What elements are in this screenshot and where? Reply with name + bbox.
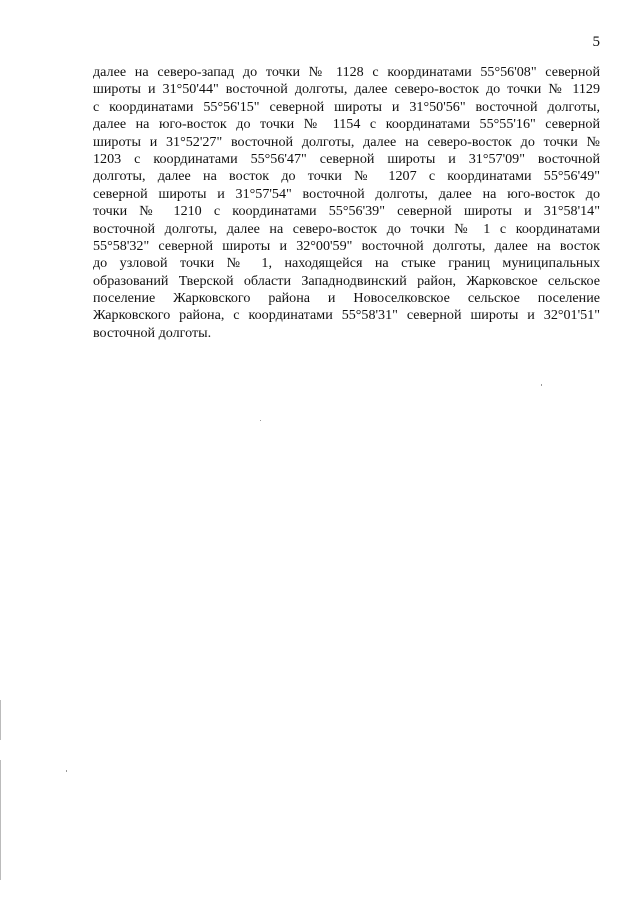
text-line: точки № 1210 с координатами 55°56'39" северной широты и 31°58'14" — [93, 203, 600, 220]
text-line: восточной долготы. — [93, 324, 212, 341]
text-line: 55°58'32" северной широты и 32°00'59" восточной долготы, далее на восток — [93, 237, 600, 254]
text-line: далее на северо-запад до точки № 1128 с координатами 55°56'08" северной — [93, 64, 600, 80]
text-line: образований Тверской области Западнодвинский район, Жарковское сельское — [93, 272, 600, 289]
text-line: широты и 31°50'44" восточной долготы, далее северо-восток до точки № 1129 — [93, 81, 600, 98]
page-number: 5 — [592, 34, 600, 50]
text-line: северной широты и 31°57'54" восточной долготы, далее на юго-восток до — [93, 185, 600, 202]
text-line: 1203 с координатами 55°56'47" северной широты и 31°57'09" восточной — [93, 150, 600, 167]
text-line: поселение Жарковского района и Новоселковское сельское поселение — [93, 290, 600, 307]
text-line: до узловой точки № 1, находящейся на стыке границ муниципальных — [93, 255, 600, 272]
scan-speck — [260, 420, 261, 421]
text-line: долготы, далее на восток до точки № 1207 с координатами 55°56'49" — [93, 168, 600, 185]
scan-edge-mark — [0, 700, 1, 740]
scan-edge-mark — [0, 760, 1, 880]
text-line: далее на юго-восток до точки № 1154 с координатами 55°55'16" северной — [93, 116, 600, 133]
body-paragraph — [93, 64, 600, 342]
text-line: широты и 31°52'27" восточной долготы, далее на северо-восток до точки № — [93, 133, 600, 150]
scan-speck — [541, 384, 542, 386]
text-line: Жарковского района, с координатами 55°58'31" северной широты и 32°01'51" — [93, 307, 600, 324]
scan-speck — [66, 770, 67, 772]
text-line: восточной долготы, далее на северо-восток до точки № 1 с координатами — [93, 220, 600, 237]
text-line: с координатами 55°56'15" северной широты и 31°50'56" восточной долготы, — [93, 98, 600, 115]
